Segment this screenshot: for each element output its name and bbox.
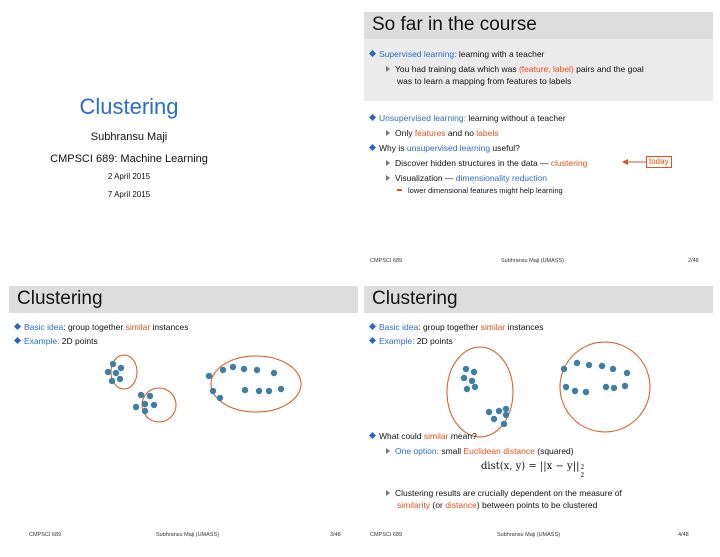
- data-point: [113, 370, 119, 376]
- data-point: [586, 362, 592, 368]
- bullet-supervised: Supervised learning: learning with a teacher: [370, 49, 544, 59]
- data-point: [463, 366, 469, 372]
- slide1-date1: 2 April 2015: [107, 172, 151, 181]
- data-point: [603, 384, 609, 390]
- data-point: [611, 385, 617, 391]
- data-point: [254, 367, 260, 373]
- data-point: [110, 361, 116, 367]
- bullet-basic-idea: Basic idea: group together similar instances: [370, 322, 543, 332]
- sub-bullet-dependence: Clustering results are crucially dependent on the measure of: [386, 488, 622, 498]
- data-point: [256, 388, 262, 394]
- scatter-clusters-ellipses: [9, 286, 358, 553]
- data-point: [117, 376, 123, 382]
- footer-course: CMPSCI 689: [370, 258, 403, 264]
- data-point: [471, 369, 477, 375]
- cluster-ellipse-large: [211, 356, 301, 412]
- data-point: [491, 416, 497, 422]
- data-point: [503, 412, 509, 418]
- data-point: [572, 388, 578, 394]
- diamond-bullet-icon: [369, 432, 376, 439]
- bullet-unsupervised: Unsupervised learning: learning without a teacher: [370, 113, 566, 123]
- slide2-title: So far in the course: [372, 14, 537, 35]
- data-point: [574, 360, 580, 366]
- dash-bullet-icon: [397, 189, 402, 191]
- euclidean-formula: dist(x, y) = ||x − y|| 2 2: [481, 461, 585, 479]
- data-point: [133, 404, 139, 410]
- bullet-similar-meaning: What could similar mean?: [370, 431, 477, 441]
- data-point: [563, 384, 569, 390]
- data-point: [624, 370, 630, 376]
- data-point: [561, 366, 567, 372]
- slide3-title: Clustering: [17, 288, 103, 309]
- sub-bullet-features: Only features and no labels: [386, 128, 499, 138]
- slide4-title: Clustering: [372, 288, 458, 309]
- data-point: [151, 402, 157, 408]
- data-point: [469, 378, 475, 384]
- data-point: [220, 367, 226, 373]
- data-point: [503, 406, 509, 412]
- bullet-why-useful: Why is unsupervised learning useful?: [370, 143, 520, 153]
- bullet-example: Example: 2D points: [370, 336, 453, 346]
- slide-clustering-similarity: [364, 286, 713, 553]
- data-point: [241, 366, 247, 372]
- data-point: [622, 383, 628, 389]
- data-point: [266, 388, 272, 394]
- bullet-example: Example: 2D points: [15, 336, 98, 346]
- slide-title: [9, 12, 358, 279]
- data-point: [230, 364, 236, 370]
- footer-course: CMPSCI 689: [29, 532, 62, 538]
- data-point: [278, 386, 284, 392]
- data-point: [610, 366, 616, 372]
- dash-bullet-lower-dim: lower dimensional features might help learning: [397, 186, 563, 195]
- data-point: [105, 369, 111, 375]
- footer-author: Subhransu Maji (UMASS): [156, 532, 219, 538]
- data-point: [271, 370, 277, 376]
- sub-bullet-one-option: One option: small Euclidean distance (squared): [386, 446, 574, 456]
- slide1-date2: 7 April 2015: [107, 190, 151, 199]
- data-point: [147, 393, 153, 399]
- triangle-bullet-icon: [386, 448, 390, 454]
- data-point: [583, 389, 589, 395]
- data-point: [496, 408, 502, 414]
- footer-page: 3/48: [330, 532, 341, 538]
- today-arrow-icon: [364, 12, 713, 279]
- data-point: [210, 388, 216, 394]
- slide1-author: Subhransu Maji: [90, 131, 168, 143]
- slide-so-far: [364, 12, 713, 279]
- sub-bullet-visualization: Visualization — dimensionality reduction: [386, 173, 547, 183]
- triangle-bullet-icon: [386, 490, 390, 496]
- sub-bullet-training-data: You had training data which was (feature, label) pairs and the goal: [386, 64, 644, 74]
- sub-bullet-dependence-line2: similarity (or distance) between points to be clustered: [397, 500, 598, 510]
- slide1-title: Clustering: [79, 94, 179, 119]
- triangle-bullet-icon: [386, 175, 390, 181]
- data-point: [242, 387, 248, 393]
- data-point: [599, 363, 605, 369]
- footer-author: Subhransu Maji (UMASS): [501, 258, 564, 264]
- data-point: [486, 409, 492, 415]
- sub-bullet-training-data-line2: was to learn a mapping from features to labels: [397, 76, 572, 86]
- data-point: [109, 378, 115, 384]
- today-badge: today: [646, 156, 672, 168]
- data-point: [206, 373, 212, 379]
- scatter-clusters-circles: [364, 286, 713, 553]
- sub-bullet-clustering: Discover hidden structures in the data — clustering: [386, 158, 587, 168]
- slide-clustering-basic: [9, 286, 358, 553]
- data-point: [138, 392, 144, 398]
- data-point: [501, 421, 507, 427]
- footer-course: CMPSCI 689: [370, 532, 403, 538]
- footer-page: 4/48: [678, 532, 689, 538]
- bullet-basic-idea: Basic idea: group together similar instances: [15, 322, 188, 332]
- slide1-course: CMPSCI 689: Machine Learning: [50, 153, 208, 165]
- data-point: [142, 401, 148, 407]
- data-point: [472, 384, 478, 390]
- data-point: [217, 395, 223, 401]
- footer-page: 2/48: [688, 258, 699, 264]
- data-point: [142, 408, 148, 414]
- data-point: [118, 365, 124, 371]
- data-point: [461, 375, 467, 381]
- footer-author: Subhransu Maji (UMASS): [497, 532, 560, 538]
- data-point: [464, 386, 470, 392]
